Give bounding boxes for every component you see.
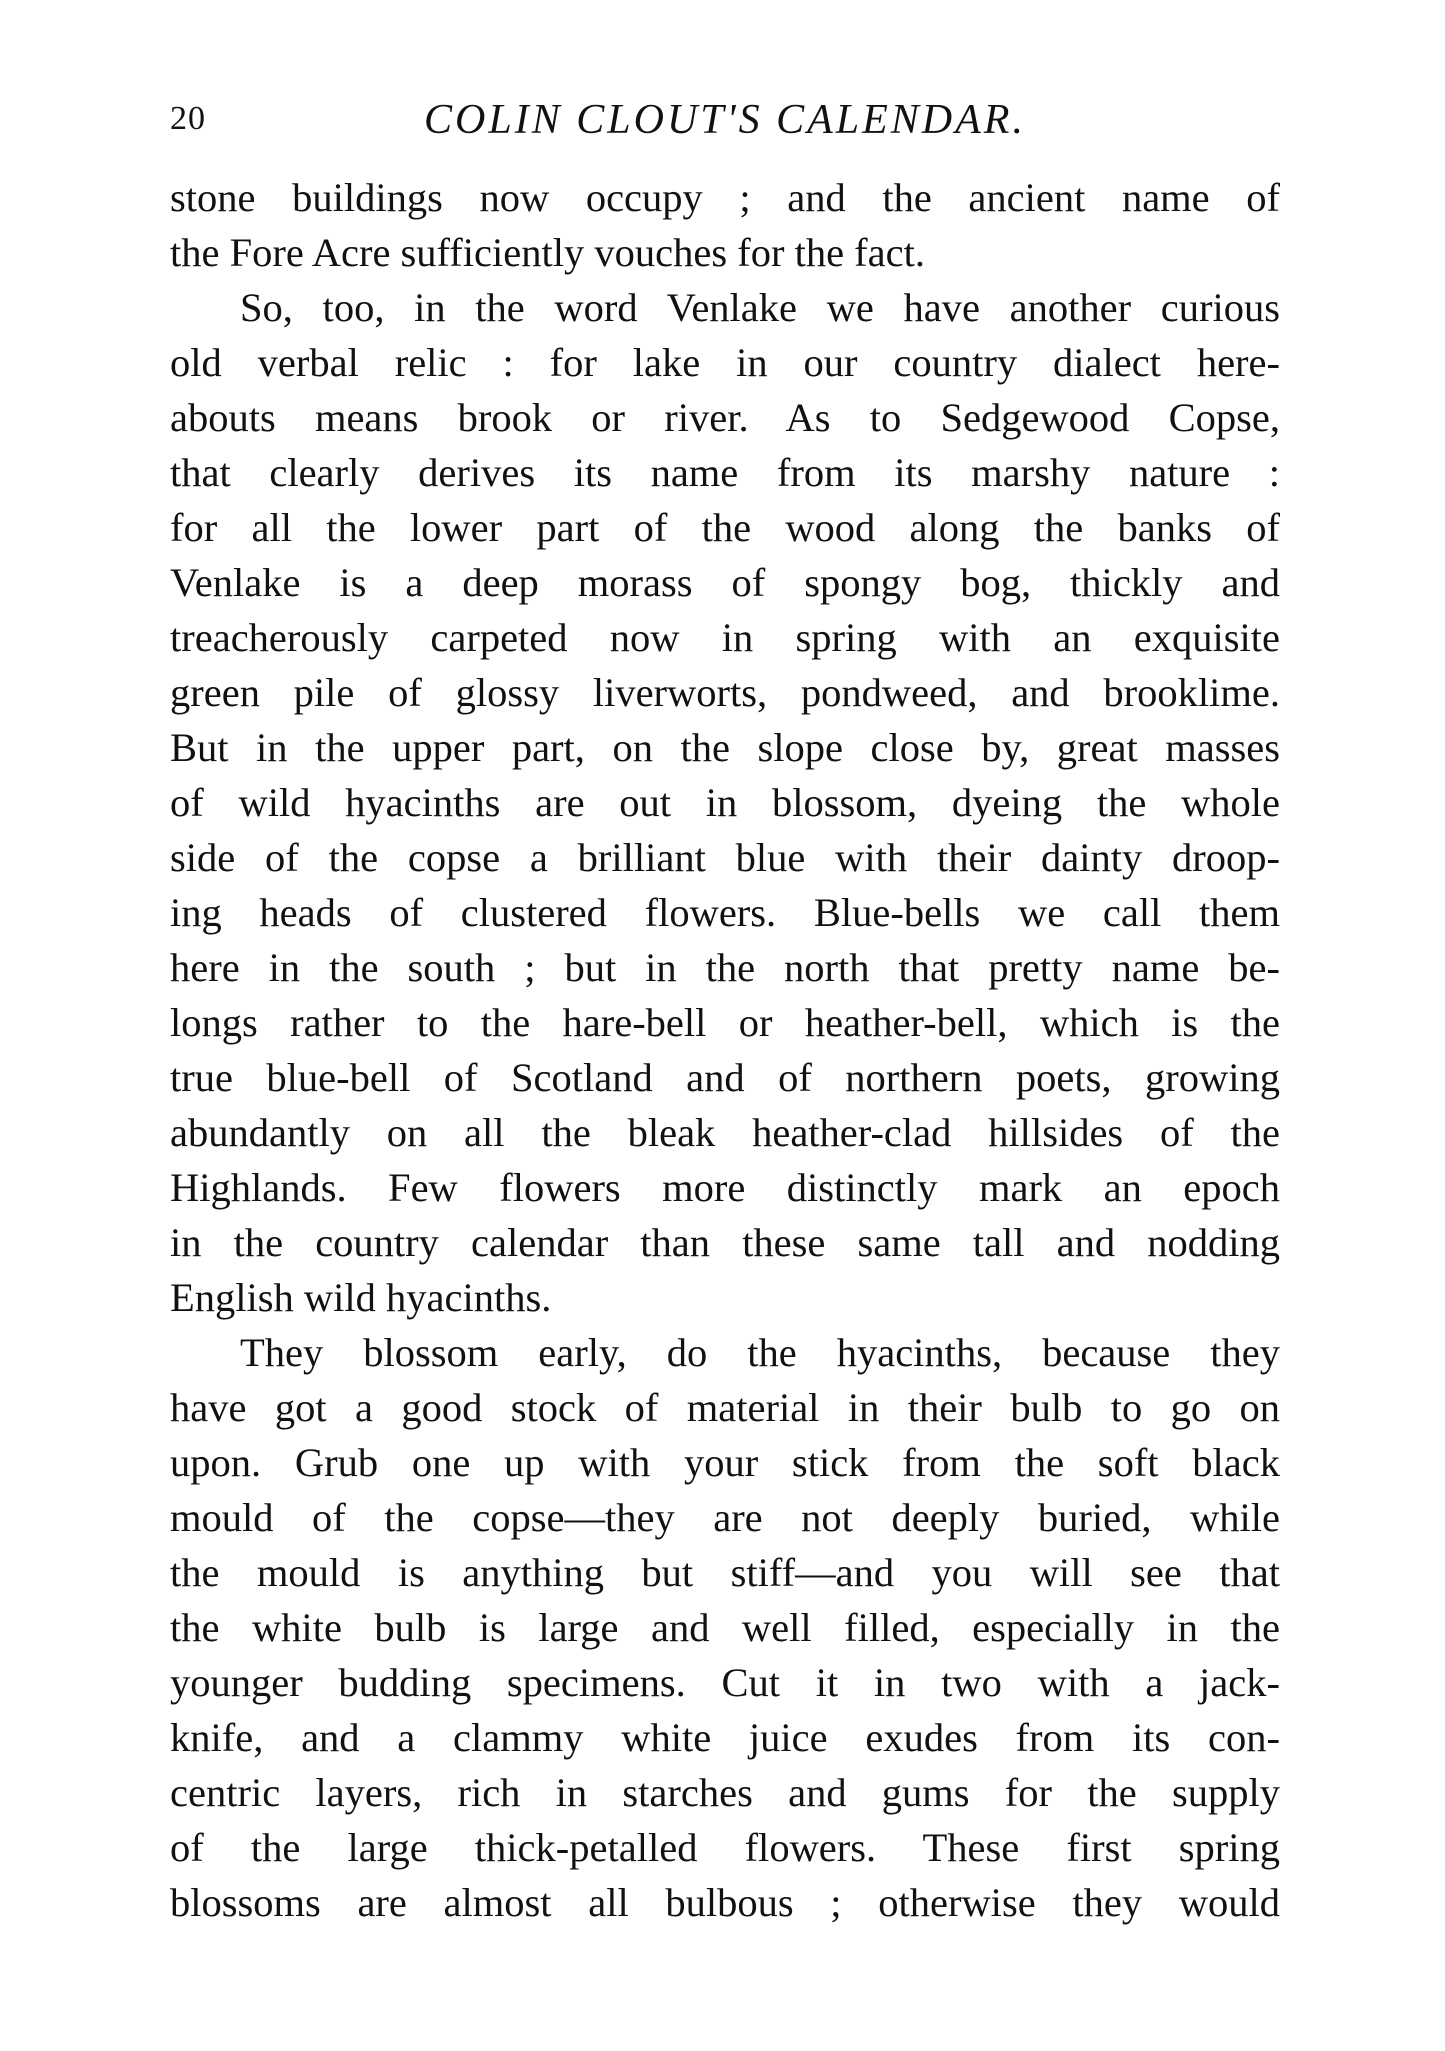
text-line: mould of the copse—they are not deeply buried, while [170,1495,1280,1540]
text-line: stone buildings now occupy ; and the ancient name of [170,175,1280,220]
paragraph-end-line: English wild hyacinths. [170,1275,552,1320]
text-line: the mould is anything but stiff—and you will see that [170,1550,1280,1595]
text-line: true blue-bell of Scotland and of northern poets, growing [170,1055,1280,1100]
text-line: upon. Grub one up with your stick from the soft black [170,1440,1280,1485]
paragraph-start-line: So, too, in the word Venlake we have another curious [240,285,1280,330]
text-line: for all the lower part of the wood along the banks of [170,505,1280,550]
text-line: abundantly on all the bleak heather-clad hillsides of the [170,1110,1280,1155]
text-line: knife, and a clammy white juice exudes from its con- [170,1715,1280,1760]
text-line: in the country calendar than these same tall and nodding [170,1220,1280,1265]
text-line: of wild hyacinths are out in blossom, dyeing the whole [170,780,1280,825]
text-line: younger budding specimens. Cut it in two with a jack- [170,1660,1280,1705]
running-title: COLIN CLOUT'S CALENDAR. [424,97,1026,143]
text-line: centric layers, rich in starches and gums for the supply [170,1770,1280,1815]
text-line: old verbal relic : for lake in our country dialect here- [170,340,1280,385]
text-line: of the large thick-petalled flowers. These first spring [170,1825,1280,1870]
text-line: abouts means brook or river. As to Sedgewood Copse, [170,395,1280,440]
body-text [170,170,1280,1930]
text-line: Venlake is a deep morass of spongy bog, thickly and [170,560,1280,605]
text-line: longs rather to the hare-bell or heather-bell, which is the [170,1000,1280,1045]
paragraph-start-line: They blossom early, do the hyacinths, because they [240,1330,1280,1375]
text-line: side of the copse a brilliant blue with their dainty droop- [170,835,1280,880]
text-line: But in the upper part, on the slope close by, great masses [170,725,1280,770]
text-line: ing heads of clustered flowers. Blue-bells we call them [170,890,1280,935]
text-line: blossoms are almost all bulbous ; otherwise they would [170,1880,1280,1925]
text-line: green pile of glossy liverworts, pondweed, and brooklime. [170,670,1280,715]
text-line: that clearly derives its name from its marshy nature : [170,450,1280,495]
page-number: 20 [170,100,206,137]
text-line: the white bulb is large and well filled, especially in the [170,1605,1280,1650]
paragraph-end-line: the Fore Acre sufficiently vouches for the fact. [170,230,925,275]
running-head [170,96,1280,146]
text-line: Highlands. Few flowers more distinctly mark an epoch [170,1165,1280,1210]
text-line: treacherously carpeted now in spring with an exquisite [170,615,1280,660]
text-line: here in the south ; but in the north that pretty name be- [170,945,1280,990]
text-line: have got a good stock of material in their bulb to go on [170,1385,1280,1430]
